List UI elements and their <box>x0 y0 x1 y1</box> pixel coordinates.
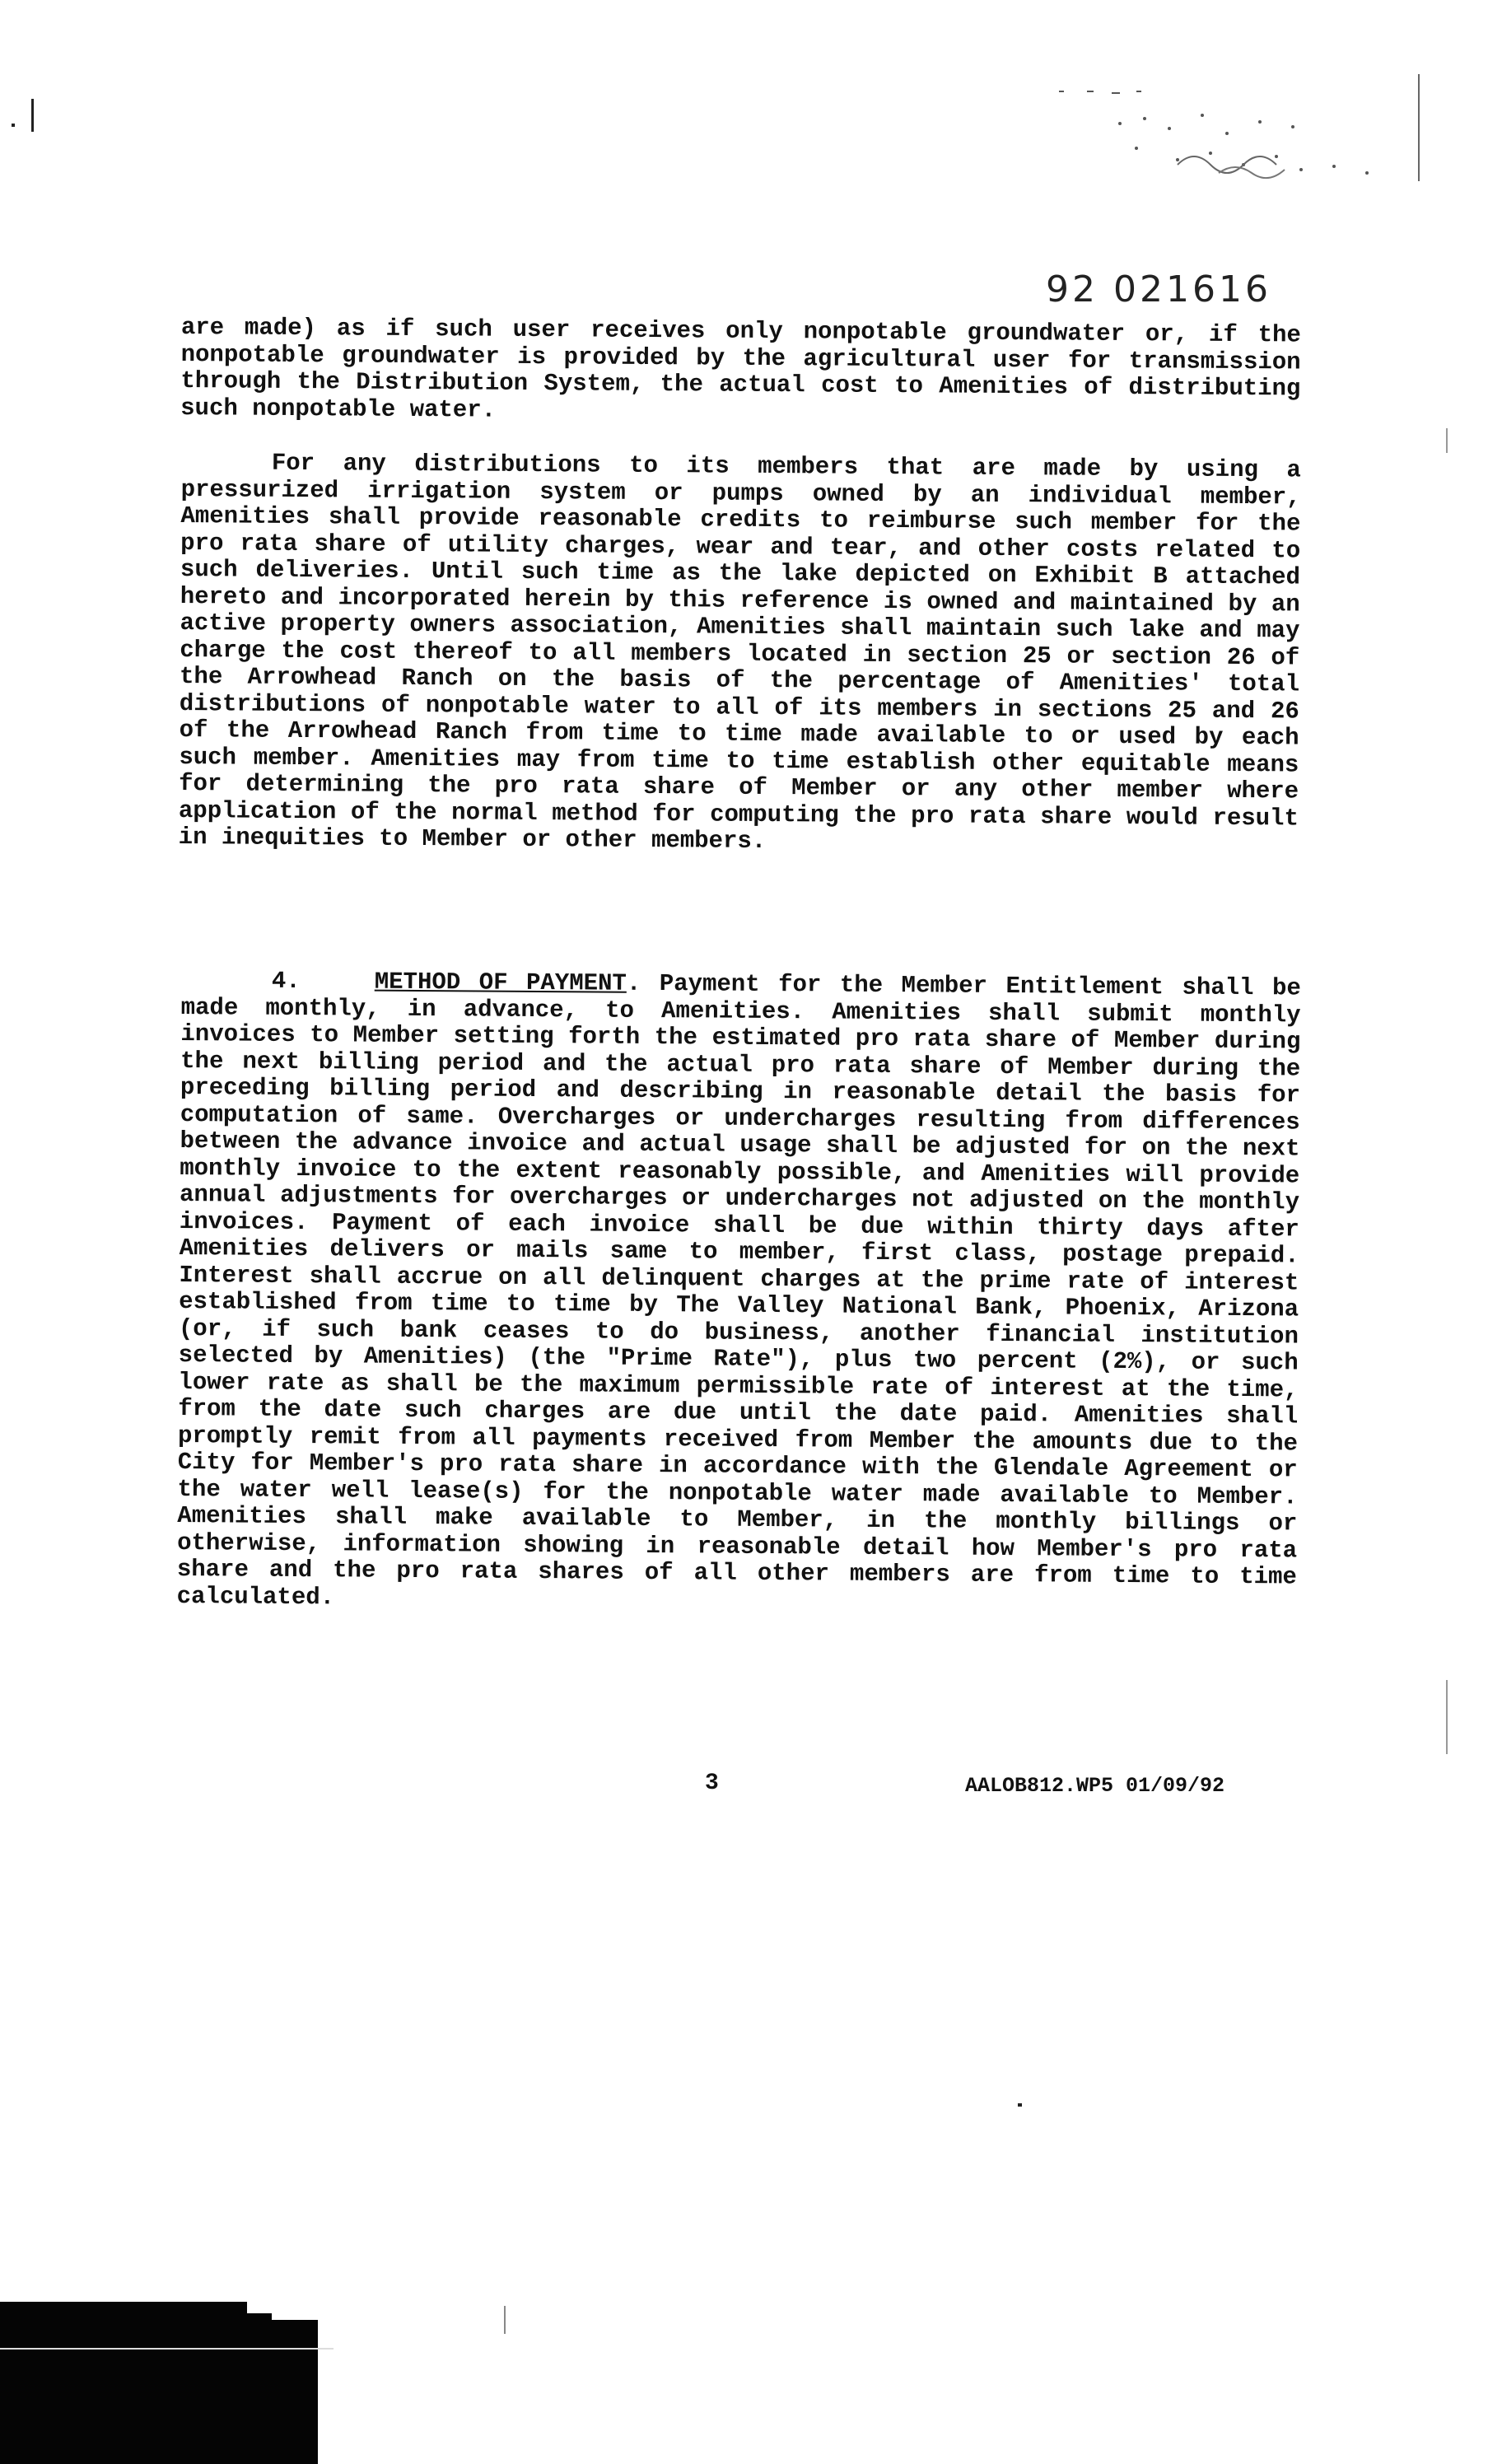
section-heading: METHOD OF PAYMENT <box>374 968 627 997</box>
scan-mark <box>1446 428 1448 453</box>
document-number: 92 021616 <box>1046 268 1271 310</box>
page-number: 3 <box>705 1771 719 1796</box>
scan-mark <box>504 2306 506 2334</box>
scan-mark <box>1418 74 1420 181</box>
scan-mark <box>1446 1680 1448 1754</box>
scan-mark <box>1018 2103 1022 2107</box>
faded-stamp-mark <box>1054 91 1408 189</box>
section-number: 4. <box>271 967 301 996</box>
document-id: AALOB812.WP5 01/09/92 <box>965 1774 1225 1798</box>
scan-black-edge <box>0 2302 334 2464</box>
paragraph-method-of-payment <box>177 968 1301 1617</box>
paragraph-distributions: For any distributions to its members that are made by using a pressurized irrigation system or pumps owned by an individual member, Amenities shall provide reasonable credits to reimburse such member for the pro rata share of utility charges, wear and tear, and other costs related to such deliveries. Until such time as the lake depicted on Exhibit B attached hereto and incorporated herein by this reference is owned and maintained by an active property owners association, Amenities shall maintain such lake and may charge the cost thereof to all members located in section 25 or section 26 of the Arrowhead Ranch on the basis of the percentage of Amenities' total distributions of nonpotable water to all of its members in sections 25 and 26 of the Arrowhead Ranch from time to time made available to or used by each such member. Amenities may from time to time establish other equitable means for determining the pro rata share of Member or any other member where application of the normal method for computing the pro rata share would result in inequities to Member or other members. <box>178 449 1301 855</box>
section-body: . Payment for the Member Entitlement shall be made monthly, in advance, to Amenities. Amenities shall submit monthly invoices to Member setting forth the estimated pro rata share of Member during the next billing period and the actual pro rata share of Member during the preceding billing period and describing in reasonable detail the basis for computation of same. Overcharges or undercharges resulting from differences between the advance invoice and actual usage shall be adjusted for on the next monthly invoice to the extent reasonably possible, and Amenities will provide annual adjustments for overcharges or undercharges not adjusted on the monthly invoices. Payment of each invoice shall be due within thirty days after Amenities delivers or mails same to member, first class, postage prepaid. Interest shall accrue on all delinquent charges at the prime rate of interest established from time to time by The Valley National Bank, Phoenix, Arizona (or, if such bank ceases to do business, another financial institution selected by Amenities) (the "Prime Rate"), plus two percent (2%), or such lower rate as shall be the maximum permissible rate of interest at the time, from the date such charges are due until the date paid. Amenities shall promptly remit from all payments received from Member the amounts due to the City for Member's pro rata share in accordance with the Glendale Agreement or the water well lease(s) for the nonpotable water made available to Member. Amenities shall make available to Member, in the monthly billings or otherwise, information showing in reasonable detail how Member's pro rata share and the pro rata shares of all other members are from time to time calculated. <box>176 969 1301 1611</box>
paragraph-continuation: are made) as if such user receives only nonpotable groundwater or, if the nonpotable groundwater is provided by the agricultural user for transmission through the Distribution System, the actual cost to Amenities of distributing such nonpotable water. <box>180 314 1301 424</box>
scan-mark <box>31 99 34 132</box>
scan-mark <box>12 124 15 127</box>
